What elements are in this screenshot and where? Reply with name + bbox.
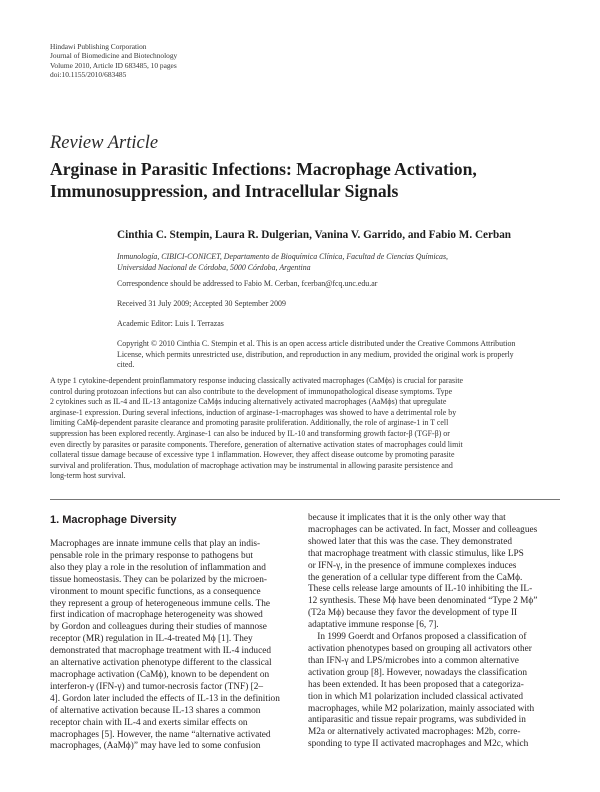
body-line: macrophage activation (CaMϕ), known to be dependent on xyxy=(50,669,270,680)
article-title xyxy=(50,158,570,202)
body-line: showed later that this was the case. They demonstrated xyxy=(308,536,513,547)
received-dates: Received 31 July 2009; Accepted 30 September 2009 xyxy=(117,299,286,308)
header-line: Hindawi Publishing Corporation xyxy=(50,42,147,51)
abstract-line: 2 cytokines such as IL-4 and IL-13 antagonize CaMϕs inducing alternatively activated macrophages (AaMϕs) that upregulate xyxy=(50,397,447,407)
body-line: receptor (MR) regulation in IL-4-treated Mϕ [1]. They xyxy=(50,634,253,645)
body-line: Macrophages are innate immune cells that play an indis- xyxy=(50,539,261,549)
abstract-line: suppression has been explored recently. Arginase-1 can also be induced by IL-10 and transforming growth factor-β (TGF-β) or xyxy=(50,428,450,438)
body-line: because it implicates that it is the only other way that xyxy=(308,513,506,523)
body-line: In 1999 Goerdt and Orfanos proposed a classification of xyxy=(308,632,527,643)
left-column-body xyxy=(50,539,296,753)
body-line: receptor chain with IL-4 and exerts similar effects on xyxy=(50,717,248,728)
body-line: tissue homeostasis. They can be polarized by the microen- xyxy=(50,574,267,585)
affiliation-line: Inmunología, CIBICI-CONICET, Departamento de Bioquímica Clínica, Facultad de Ciencias Químicas, xyxy=(117,252,449,261)
body-line: adaptative immune response [6, 7]. xyxy=(308,620,439,631)
abstract-line: A type 1 cytokine-dependent proinflammatory response inducing classically activated macrophages (CaMϕs) is crucial for parasite xyxy=(50,376,464,385)
section-divider xyxy=(50,499,560,500)
body-line: first indication of macrophage heterogeneity was showed xyxy=(50,610,263,621)
header-line: Journal of Biomedicine and Biotechnology xyxy=(50,51,178,61)
academic-editor: Academic Editor: Luis I. Terrazas xyxy=(117,319,224,328)
copyright-line: License, which permits unrestricted use, distribution, and reproduction in any medium, provided the original work is properly xyxy=(117,349,514,359)
abstract-line: arginase-1 expression. During several infections, induction of arginase-1-macrophages was showed to have a detrimental role by xyxy=(50,407,457,417)
body-line: M2a or alternatively activated macrophages: M2b, corre- xyxy=(308,727,521,738)
title-line: Immunosuppression, and Intracellular Signals xyxy=(50,181,399,201)
body-line: the generation of a cellular type different from the CaMϕ. xyxy=(308,572,523,583)
body-line: of alternative activation because IL-13 shares a common xyxy=(50,705,261,716)
body-line: they represent a group of heterogeneous immune cells. The xyxy=(50,598,271,609)
body-line: macrophages can be activated. In fact, Mosser and colleagues xyxy=(308,524,538,535)
affiliation-line: Universidad Nacional de Córdoba, 5000 Córdoba, Argentina xyxy=(117,262,311,272)
body-line: vironment to mount specific functions, as a consequence xyxy=(50,586,261,597)
body-line: sponding to type II activated macrophages and M2c, which xyxy=(308,739,529,750)
abstract-line: limiting CaMϕ-dependent parasite clearance and promoting parasite proliferation. Additionally, the role of arginase-1 in T cell xyxy=(50,418,449,428)
section-heading: 1. Macrophage Diversity xyxy=(50,514,177,526)
body-line: These cells release large amounts of IL-10 inhibiting the IL- xyxy=(308,584,533,595)
body-line: macrophages [5]. However, the name “alternative activated xyxy=(50,729,271,740)
body-line: 4]. Gordon later included the effects of IL-13 in the definition xyxy=(50,693,280,704)
body-line: 12 synthesis. These Mϕ have been denominated “Type 2 Mϕ” xyxy=(308,596,538,607)
copyright-notice xyxy=(117,339,557,371)
abstract xyxy=(50,376,560,482)
body-line: (T2a Mϕ) because they favor the development of type II xyxy=(308,608,518,619)
author-list: Cinthia C. Stempin, Laura R. Dulgerian, Vanina V. Garrido, and Fabio M. Cerban xyxy=(117,229,512,241)
article-type: Review Article xyxy=(50,133,159,153)
body-line: activation phenotypes based on grouping all activators other xyxy=(308,643,532,654)
abstract-line: control during protozoan infections but can also contribute to the development of immunopathological disease symptoms. Type xyxy=(50,386,453,396)
body-line: or IFN-γ, in the presence of immune complexes induces xyxy=(308,560,517,571)
copyright-line: Copyright © 2010 Cinthia C. Stempin et al. This is an open access article distributed under the Creative Commons Attribution xyxy=(117,339,516,348)
affiliation xyxy=(117,252,557,273)
body-line: tion in which M1 polarization included classical activated xyxy=(308,691,524,702)
abstract-line: survival and proliferation. Thus, modulation of macrophage activation may be instrumental in allowing parasite persistence and xyxy=(50,460,453,470)
left-column xyxy=(50,513,296,753)
journal-header xyxy=(50,42,177,80)
body-line: than IFN-γ and LPS/microbes into a common alternative xyxy=(308,655,519,666)
abstract-line: even directly by parasites or parasite components. Therefore, generation of alternative activation states of macrophages could limit xyxy=(50,439,463,449)
right-column xyxy=(308,513,554,751)
body-line: has been extended. It has been proposed that a categoriza- xyxy=(308,679,524,690)
copyright-line: cited. xyxy=(117,360,135,370)
body-line: macrophages, (AaMϕ)” may have led to some confusion xyxy=(50,741,261,752)
body-line: also they play a role in the resolution of inflammation and xyxy=(50,562,266,573)
body-line: by Gordon and colleagues during their studies of mannose xyxy=(50,622,267,633)
body-line: activation group [8]. However, nowadays the classification xyxy=(308,667,528,678)
body-line: demonstrated that macrophage treatment with IL-4 induced xyxy=(50,646,271,657)
body-line: an alternative activation phenotype different to the classical xyxy=(50,658,272,669)
header-line: Volume 2010, Article ID 683485, 10 pages xyxy=(50,60,177,70)
body-line: antiparasitic and tissue repair programs, was subdivided in xyxy=(308,715,526,726)
body-line: pensable role in the primary response to pathogens but xyxy=(50,550,253,561)
header-line: doi:10.1155/2010/683485 xyxy=(50,70,127,80)
body-line: interferon-γ (IFN-γ) and tumor-necrosis factor (TNF) [2– xyxy=(50,681,264,692)
abstract-line: long-term host survival. xyxy=(50,471,126,481)
correspondence: Correspondence should be addressed to Fabio M. Cerban, fcerban@fcq.unc.edu.ar xyxy=(117,279,378,288)
abstract-line: collateral tissue damage because of excessive type 1 inflammation. However, they affect disease outcome by promoting parasite xyxy=(50,450,455,460)
body-line: macrophages, while M2 polarization, mainly associated with xyxy=(308,703,535,714)
title-line: Arginase in Parasitic Infections: Macrophage Activation, xyxy=(50,159,477,179)
body-line: that macrophage treatment with classic stimulus, like LPS xyxy=(308,548,524,559)
